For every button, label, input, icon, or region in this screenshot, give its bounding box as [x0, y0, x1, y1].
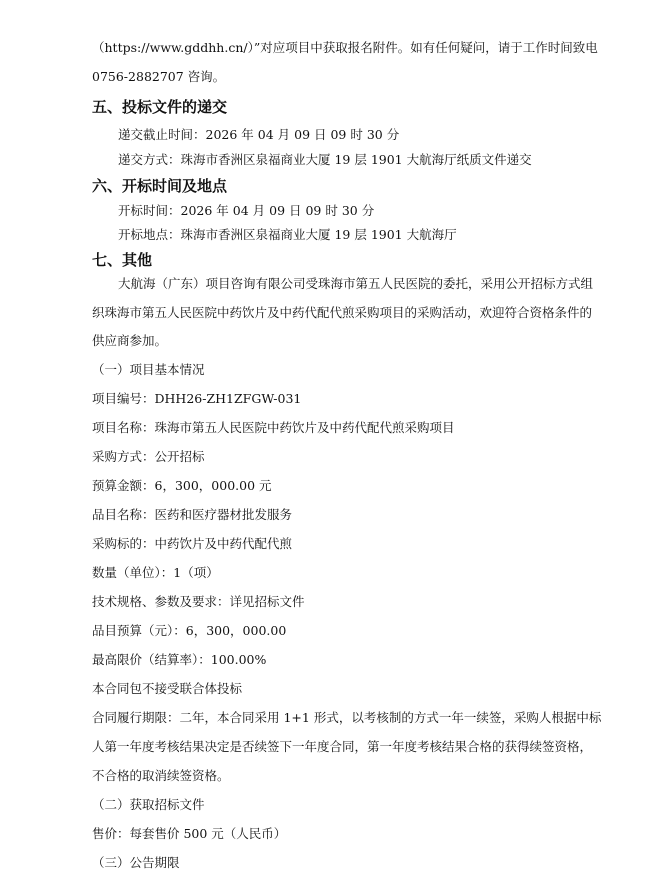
procurement-method: 采购方式：公开招标	[92, 449, 205, 464]
procurement-subject: 采购标的：中药饮片及中药代配代煎	[92, 536, 293, 551]
basic-info-heading: （一）项目基本情况	[92, 362, 205, 377]
project-number: 项目编号：DHH26-ZH1ZFGW-031	[92, 391, 302, 406]
contract-term-line-3: 不合格的取消续签资格。	[92, 768, 230, 783]
technical-spec: 技术规格、参数及要求：详见招标文件	[92, 594, 305, 609]
budget-amount: 预算金额：6，300，000.00 元	[92, 478, 272, 493]
document-price: 售价：每套售价 500 元（人民币）	[92, 826, 287, 841]
intro-line-2: 0756-2882707 咨询。	[92, 69, 226, 84]
section-5-heading: 五、投标文件的递交	[92, 98, 228, 116]
intro-line-1: （https://www.gddhh.cn/）”对应项目中获取报名附件。如有任何疑问，请于工作时间致电	[92, 40, 598, 55]
contract-term-line-1: 合同履行期限：二年，本合同采用 1+1 形式，以考核制的方式一年一续签，采购人根据中标	[92, 710, 602, 725]
section-7-heading: 七、其他	[92, 251, 153, 269]
item-name: 品目名称：医药和医疗器材批发服务	[92, 507, 293, 522]
contract-term-line-2: 人第一年度考核结果决定是否续签下一年度合同，第一年度考核结果合格的获得续签资格，	[92, 739, 593, 754]
submission-deadline: 递交截止时间：2026 年 04 月 09 日 09 时 30 分	[118, 127, 400, 142]
consortium-note: 本合同包不接受联合体投标	[92, 681, 243, 696]
submission-method: 递交方式：珠海市香洲区泉福商业大厦 19 层 1901 大航海厅纸质文件递交	[118, 152, 532, 167]
max-price: 最高限价（结算率）：100.00%	[92, 652, 267, 667]
other-paragraph-line-1: 大航海（广东）项目咨询有限公司受珠海市第五人民医院的委托，采用公开招标方式组	[118, 276, 594, 291]
section-6-heading: 六、开标时间及地点	[92, 177, 228, 195]
announcement-period-heading: （三）公告期限	[92, 855, 180, 870]
opening-time: 开标时间：2026 年 04 月 09 日 09 时 30 分	[118, 203, 375, 218]
quantity: 数量（单位）：1（项）	[92, 565, 219, 580]
obtain-docs-heading: （二）获取招标文件	[92, 797, 205, 812]
other-paragraph-line-3: 供应商参加。	[92, 333, 168, 348]
other-paragraph-line-2: 织珠海市第五人民医院中药饮片及中药代配代煎采购项目的采购活动，欢迎符合资格条件的	[92, 305, 593, 320]
item-budget: 品目预算（元）：6，300，000.00	[92, 623, 287, 638]
project-name: 项目名称：珠海市第五人民医院中药饮片及中药代配代煎采购项目	[92, 420, 455, 435]
opening-place: 开标地点：珠海市香洲区泉福商业大厦 19 层 1901 大航海厅	[118, 227, 457, 242]
